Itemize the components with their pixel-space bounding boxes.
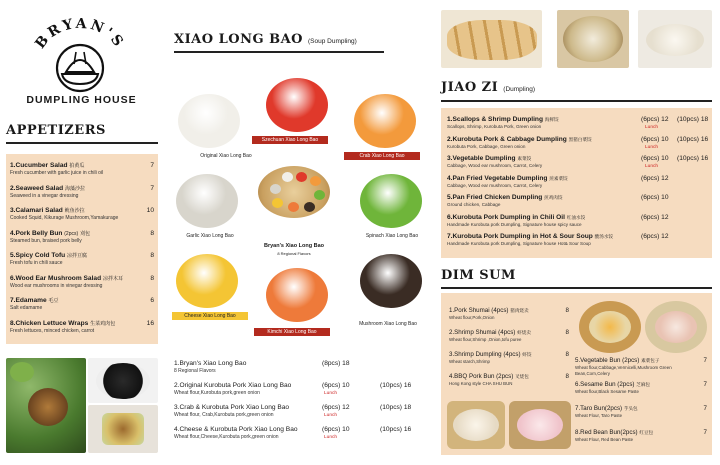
dimsum-desc: Hong Kong style CHA SHU BUN <box>449 381 513 386</box>
appetizer-name: 4.Pork Belly Bun (2pcs) 刈包 <box>10 229 91 237</box>
dimsum-title: DIM SUM <box>441 268 516 283</box>
jiaozi-photo-3 <box>638 10 712 68</box>
jiaozi-price-large: (10pcs) 16 <box>677 135 709 143</box>
dumpling-label: Mushroom Xiao Long Bao <box>350 320 426 328</box>
plate-dumpling <box>288 202 299 212</box>
logo <box>18 18 143 108</box>
xlb-center-plate <box>254 164 334 230</box>
dimsum-name: 5.Vegetable Bun (2pcs) 素菜包子 <box>575 357 660 364</box>
dimsum-desc: Wheat Flour, Taro Paste <box>575 413 623 418</box>
logo-subtitle: DUMPLING HOUSE <box>26 94 137 106</box>
logo-word: BRYAN'S <box>32 18 128 52</box>
jiaozi-title <box>441 80 535 95</box>
appetizer-desc: Salt edamame <box>10 305 43 311</box>
appetizer-item <box>10 297 154 311</box>
jiaozi-subtitle: (Dumpling) <box>503 86 536 93</box>
xlb-menu <box>174 360 432 450</box>
xlb-subtitle: (Soup Dumpling) <box>308 38 357 45</box>
plate-dumpling <box>314 190 325 200</box>
jiaozi-name: 4.Pan Fried Vegetable Dumpling 煎素菜饺 <box>447 174 568 182</box>
appetizers-menu <box>6 154 158 344</box>
appetizer-price: 7 <box>150 184 154 192</box>
dumpling-image <box>266 78 328 132</box>
dumpling-label: Original Xiao Long Bao <box>188 152 264 160</box>
appetizer-item <box>10 230 154 244</box>
xlb-center-sub: 8 Regional Flavors <box>277 251 311 256</box>
dimsum-name: 3.Shrimp Dumpling (4pcs) 虾饺 <box>449 351 532 358</box>
xlb-item-desc: Wheat flour, Crab,Kurobuta pork,green onion <box>174 412 274 418</box>
xlb-price-small: (6pcs) 10 <box>322 382 350 389</box>
jiaozi-photo-2 <box>557 10 629 68</box>
jiaozi-lunch: Lunch <box>645 144 659 150</box>
jiaozi-name: 3.Vegetable Dumpling 素菜饺 <box>447 155 532 162</box>
appetizer-desc: Steamed bun, braised pork belly <box>10 237 82 244</box>
jiaozi-desc: Handmade Kurobuta pork Dumpling, Signature house spicy sauce <box>447 221 582 227</box>
appetizer-name: 2.Seaweed Salad 海藻沙拉 <box>10 184 86 192</box>
xlb-price-small: (6pcs) 10 <box>322 426 350 433</box>
jiaozi-price-small: (6pcs) 12 <box>641 174 669 182</box>
dumpling-label: Kimchi Xiao Long Bao <box>254 328 330 336</box>
appetizer-price: 8 <box>150 252 154 259</box>
appetizer-price: 16 <box>146 319 154 327</box>
appetizers-rule <box>6 142 158 144</box>
plate-dumpling <box>270 184 281 194</box>
dimsum-item <box>449 373 569 387</box>
xlb-item-desc: Wheat flour,Cheese,Kurobuta pork,green onion <box>174 434 279 440</box>
dimsum-price: 7 <box>703 429 707 436</box>
xlb-item-name: 4.Cheese & Kurobuta Pork Xiao Long Bao <box>174 426 298 433</box>
appetizer-item <box>10 207 154 221</box>
dimsum-name: 8.Red Bean Bun(2pcs) 红豆包 <box>575 429 654 436</box>
xlb-price-large: (10pcs) 16 <box>380 426 412 433</box>
appetizer-name: 1.Cucumber Salad 拍黄瓜 <box>10 162 85 169</box>
dimsum-item <box>575 357 707 377</box>
dumpling-image <box>360 254 422 308</box>
dumpling-label: Cheese Xiao Long Bao <box>172 312 248 320</box>
dumpling-image <box>360 174 422 228</box>
appetizer-item <box>10 320 154 334</box>
dimsum-price: 8 <box>565 373 569 380</box>
jiaozi-price-small: (6pcs) 12 <box>641 213 669 221</box>
xlb-item-desc: Wheat flour,Kurobuta pork,green onion <box>174 390 260 396</box>
dimsum-name: 4.BBQ Pork Bun (2pcs) 叉烧包 <box>449 373 529 380</box>
appetizer-item <box>10 185 154 199</box>
xlb-center-label: Bryan's Xiao Long Bao <box>264 243 324 249</box>
jiaozi-menu <box>441 108 712 258</box>
jiaozi-item <box>447 136 708 150</box>
appetizer-price: 7 <box>150 162 154 169</box>
jiaozi-name: 5.Pan Fried Chicken Dumpling 煎鸡肉饺 <box>447 194 563 201</box>
dimsum-name: 1.Pork Shumai (4pcs) 猪肉烧卖 <box>449 307 529 314</box>
bbq-bun-photo <box>447 401 505 449</box>
plate-dumpling <box>272 198 283 208</box>
dimsum-rule <box>441 287 712 289</box>
jiaozi-price-large: (10pcs) 16 <box>677 155 709 162</box>
lettuce-wrap-photo <box>6 358 86 453</box>
dimsum-desc: Wheat flour,Black Sesame Paste <box>575 389 639 394</box>
dimsum-name: 7.Taro Bun(2pcs) 芋头包 <box>575 405 638 412</box>
jiaozi-desc: Scallops, Shrimp, Kurobuta Pork, Green onion <box>447 124 542 129</box>
jiaozi-price-small: (6pcs) 10 <box>641 194 669 201</box>
appetizer-desc: Wood ear mushrooms in vinegar dressing <box>10 282 103 289</box>
xlb-price-large: (10pcs) 18 <box>380 404 412 411</box>
jiaozi-price-large: (10pcs) 18 <box>677 116 709 123</box>
jiaozi-item <box>447 155 708 169</box>
dimsum-name: 6.Sesame Bun (2pcs) 芝麻包 <box>575 381 651 388</box>
jiaozi-desc: Handmade Kurobuta pork Dumpling, Signature house Hot& Sour Soup <box>447 241 591 246</box>
dimsum-item <box>575 429 707 443</box>
jiaozi-photo-1 <box>441 10 542 68</box>
appetizers-title: APPETIZERS <box>6 123 106 138</box>
jiaozi-rule <box>441 100 712 102</box>
xlb-title <box>174 32 357 47</box>
appetizer-price: 10 <box>146 207 154 214</box>
dumpling-image <box>354 94 416 148</box>
jiaozi-desc: Cabbage, Wood ear mushroom, Carrot, Celery <box>447 163 543 168</box>
jiaozi-name: 7.Kurobuta Pork Dumpling in Hot & Sour Soup 酸汤水饺 <box>447 233 614 240</box>
jiaozi-item <box>447 116 708 130</box>
jiaozi-name: 2.Kurobuta Pork & Cabbage Dumpling 黑猪白菜饺 <box>447 135 592 143</box>
xlb-item-name: 1.Bryan's Xiao Long Bao <box>174 360 247 367</box>
jiaozi-desc: Ground chicken, Cabbage <box>447 202 501 207</box>
dimsum-item <box>449 307 569 321</box>
appetizer-price: 6 <box>150 297 154 304</box>
xlb-rule <box>174 51 384 53</box>
pork-belly-bun-photo <box>88 405 158 453</box>
appetizer-item <box>10 252 154 266</box>
jiaozi-item <box>447 194 708 208</box>
xlb-title-text: XIAO LONG BAO <box>174 32 303 47</box>
dimsum-price: 7 <box>703 357 707 364</box>
jiaozi-price-small: (6pcs) 10 <box>641 135 669 143</box>
jiaozi-lunch: Lunch <box>645 164 659 169</box>
dumpling-label: Crab Xiao Long Bao <box>344 152 420 160</box>
shrimp-dumpling-photo <box>645 301 707 353</box>
xlb-item-name: 3.Crab & Kurobuta Pork Xiao Long Bao <box>174 404 290 411</box>
dimsum-desc: Wheat flour,Pork,Onion <box>449 315 495 320</box>
appetizer-name: 6.Wood Ear Mushroom Salad 凉拌木耳 <box>10 274 123 282</box>
jiaozi-item <box>447 214 708 228</box>
dimsum-price: 8 <box>565 329 569 336</box>
xlb-item <box>174 382 432 396</box>
dumpling-label: Szechuan Xiao Long Bao <box>252 136 328 144</box>
dimsum-item <box>449 329 569 343</box>
jiaozi-price-small: (6pcs) 12 <box>641 116 669 123</box>
plate-dumpling <box>304 202 315 212</box>
appetizer-item <box>10 275 154 289</box>
jiaozi-lunch: Lunch <box>645 125 659 130</box>
svg-text:BRYAN'S <box>32 18 127 52</box>
dimsum-price: 7 <box>703 405 707 412</box>
appetizer-name: 5.Spicy Cold Tofu 凉拌豆腐 <box>10 252 88 259</box>
xlb-lunch: Lunch <box>324 413 338 418</box>
appetizer-desc: Fresh tofu in chili sauce <box>10 260 63 266</box>
dumpling-image <box>176 254 238 308</box>
dimsum-name: 2.Shrimp Shumai (4pcs) 虾烧卖 <box>449 329 531 336</box>
xlb-item-desc: 8 Regional Flavors <box>174 368 216 374</box>
dimsum-menu <box>441 293 712 455</box>
appetizer-price: 8 <box>150 274 154 282</box>
dumpling-label: Spinach Xiao Long Bao <box>354 232 430 240</box>
jiaozi-name: 1.Scallops & Shrimp Dumpling 海鲜饺 <box>447 116 559 123</box>
xlb-item <box>174 404 432 418</box>
jiaozi-item <box>447 175 708 189</box>
jiaozi-price-small: (6pcs) 10 <box>641 155 669 162</box>
xlb-lunch: Lunch <box>324 391 338 396</box>
appetizer-name: 3.Calamari Salad 鱿鱼沙拉 <box>10 207 85 214</box>
appetizer-item <box>10 162 154 176</box>
jiaozi-title-text: JIAO ZI <box>441 80 499 95</box>
xlb-item <box>174 426 432 440</box>
dumpling-image <box>176 174 238 228</box>
xlb-lunch: Lunch <box>324 435 338 440</box>
dumpling-image <box>266 268 328 322</box>
plate-dumpling <box>282 172 293 182</box>
sesame-bun-photo <box>509 401 571 449</box>
jiaozi-price-small: (6pcs) 12 <box>641 233 669 240</box>
xlb-item <box>174 360 432 374</box>
dimsum-price: 8 <box>565 351 569 358</box>
plate-dumpling <box>296 172 307 182</box>
appetizer-price: 8 <box>150 229 154 237</box>
appetizer-desc: Seaweed in a vinegar dressing <box>10 192 79 199</box>
xlb-item-name: 2.Original Kurobuta Pork Xiao Long Bao <box>174 382 292 389</box>
xlb-price-large: (10pcs) 16 <box>380 382 412 389</box>
appetizer-desc: Fresh cucumber with garlic juice in chili oil <box>10 170 104 176</box>
dimsum-desc: Wheat flour,Cabbage,Vermicelli,Mushroom Green Bean,Corn,Celery <box>575 365 672 376</box>
dimsum-item <box>449 351 569 365</box>
jiaozi-item <box>447 233 708 247</box>
appetizer-name: 8.Chicken Lettuce Wraps 生菜鸡肉包 <box>10 319 116 327</box>
appetizer-name: 7.Edamame 毛豆 <box>10 297 59 304</box>
plate-dumpling <box>310 176 321 186</box>
dimsum-item <box>575 405 707 419</box>
dumpling-label: Garlic Xiao Long Bao <box>172 232 248 240</box>
dumpling-image <box>178 94 240 148</box>
jiaozi-name: 6.Kurobuta Pork Dumpling in Chili Oil 红油水饺 <box>447 213 586 221</box>
xlb-price-small: (6pcs) 12 <box>322 404 350 411</box>
shumai-photo <box>579 301 641 353</box>
jiaozi-desc: Kurobuta Pork, Cabbage, Green onion <box>447 143 526 149</box>
dimsum-item <box>575 381 707 395</box>
dimsum-price: 8 <box>565 307 569 314</box>
jiaozi-desc: Cabbage, Wood ear mushroom, Carrot, Celery <box>447 182 543 188</box>
appetizer-desc: Fresh lettuces, minced chicken, carrot <box>10 327 95 334</box>
mushroom-salad-photo <box>88 358 158 403</box>
dimsum-desc: Wheat flour,Shrimp ,Onion,tofu puree <box>449 337 522 342</box>
dimsum-price: 7 <box>703 381 707 388</box>
appetizer-desc: Cooked Squid, Kikurage Mushroom,Yamakurage <box>10 215 119 221</box>
dimsum-desc: Wheat Flour, Red Bean Paste <box>575 437 634 442</box>
dimsum-desc: Wheat starch,Shrimp <box>449 359 490 364</box>
xlb-price-small: (8pcs) 18 <box>322 360 350 367</box>
